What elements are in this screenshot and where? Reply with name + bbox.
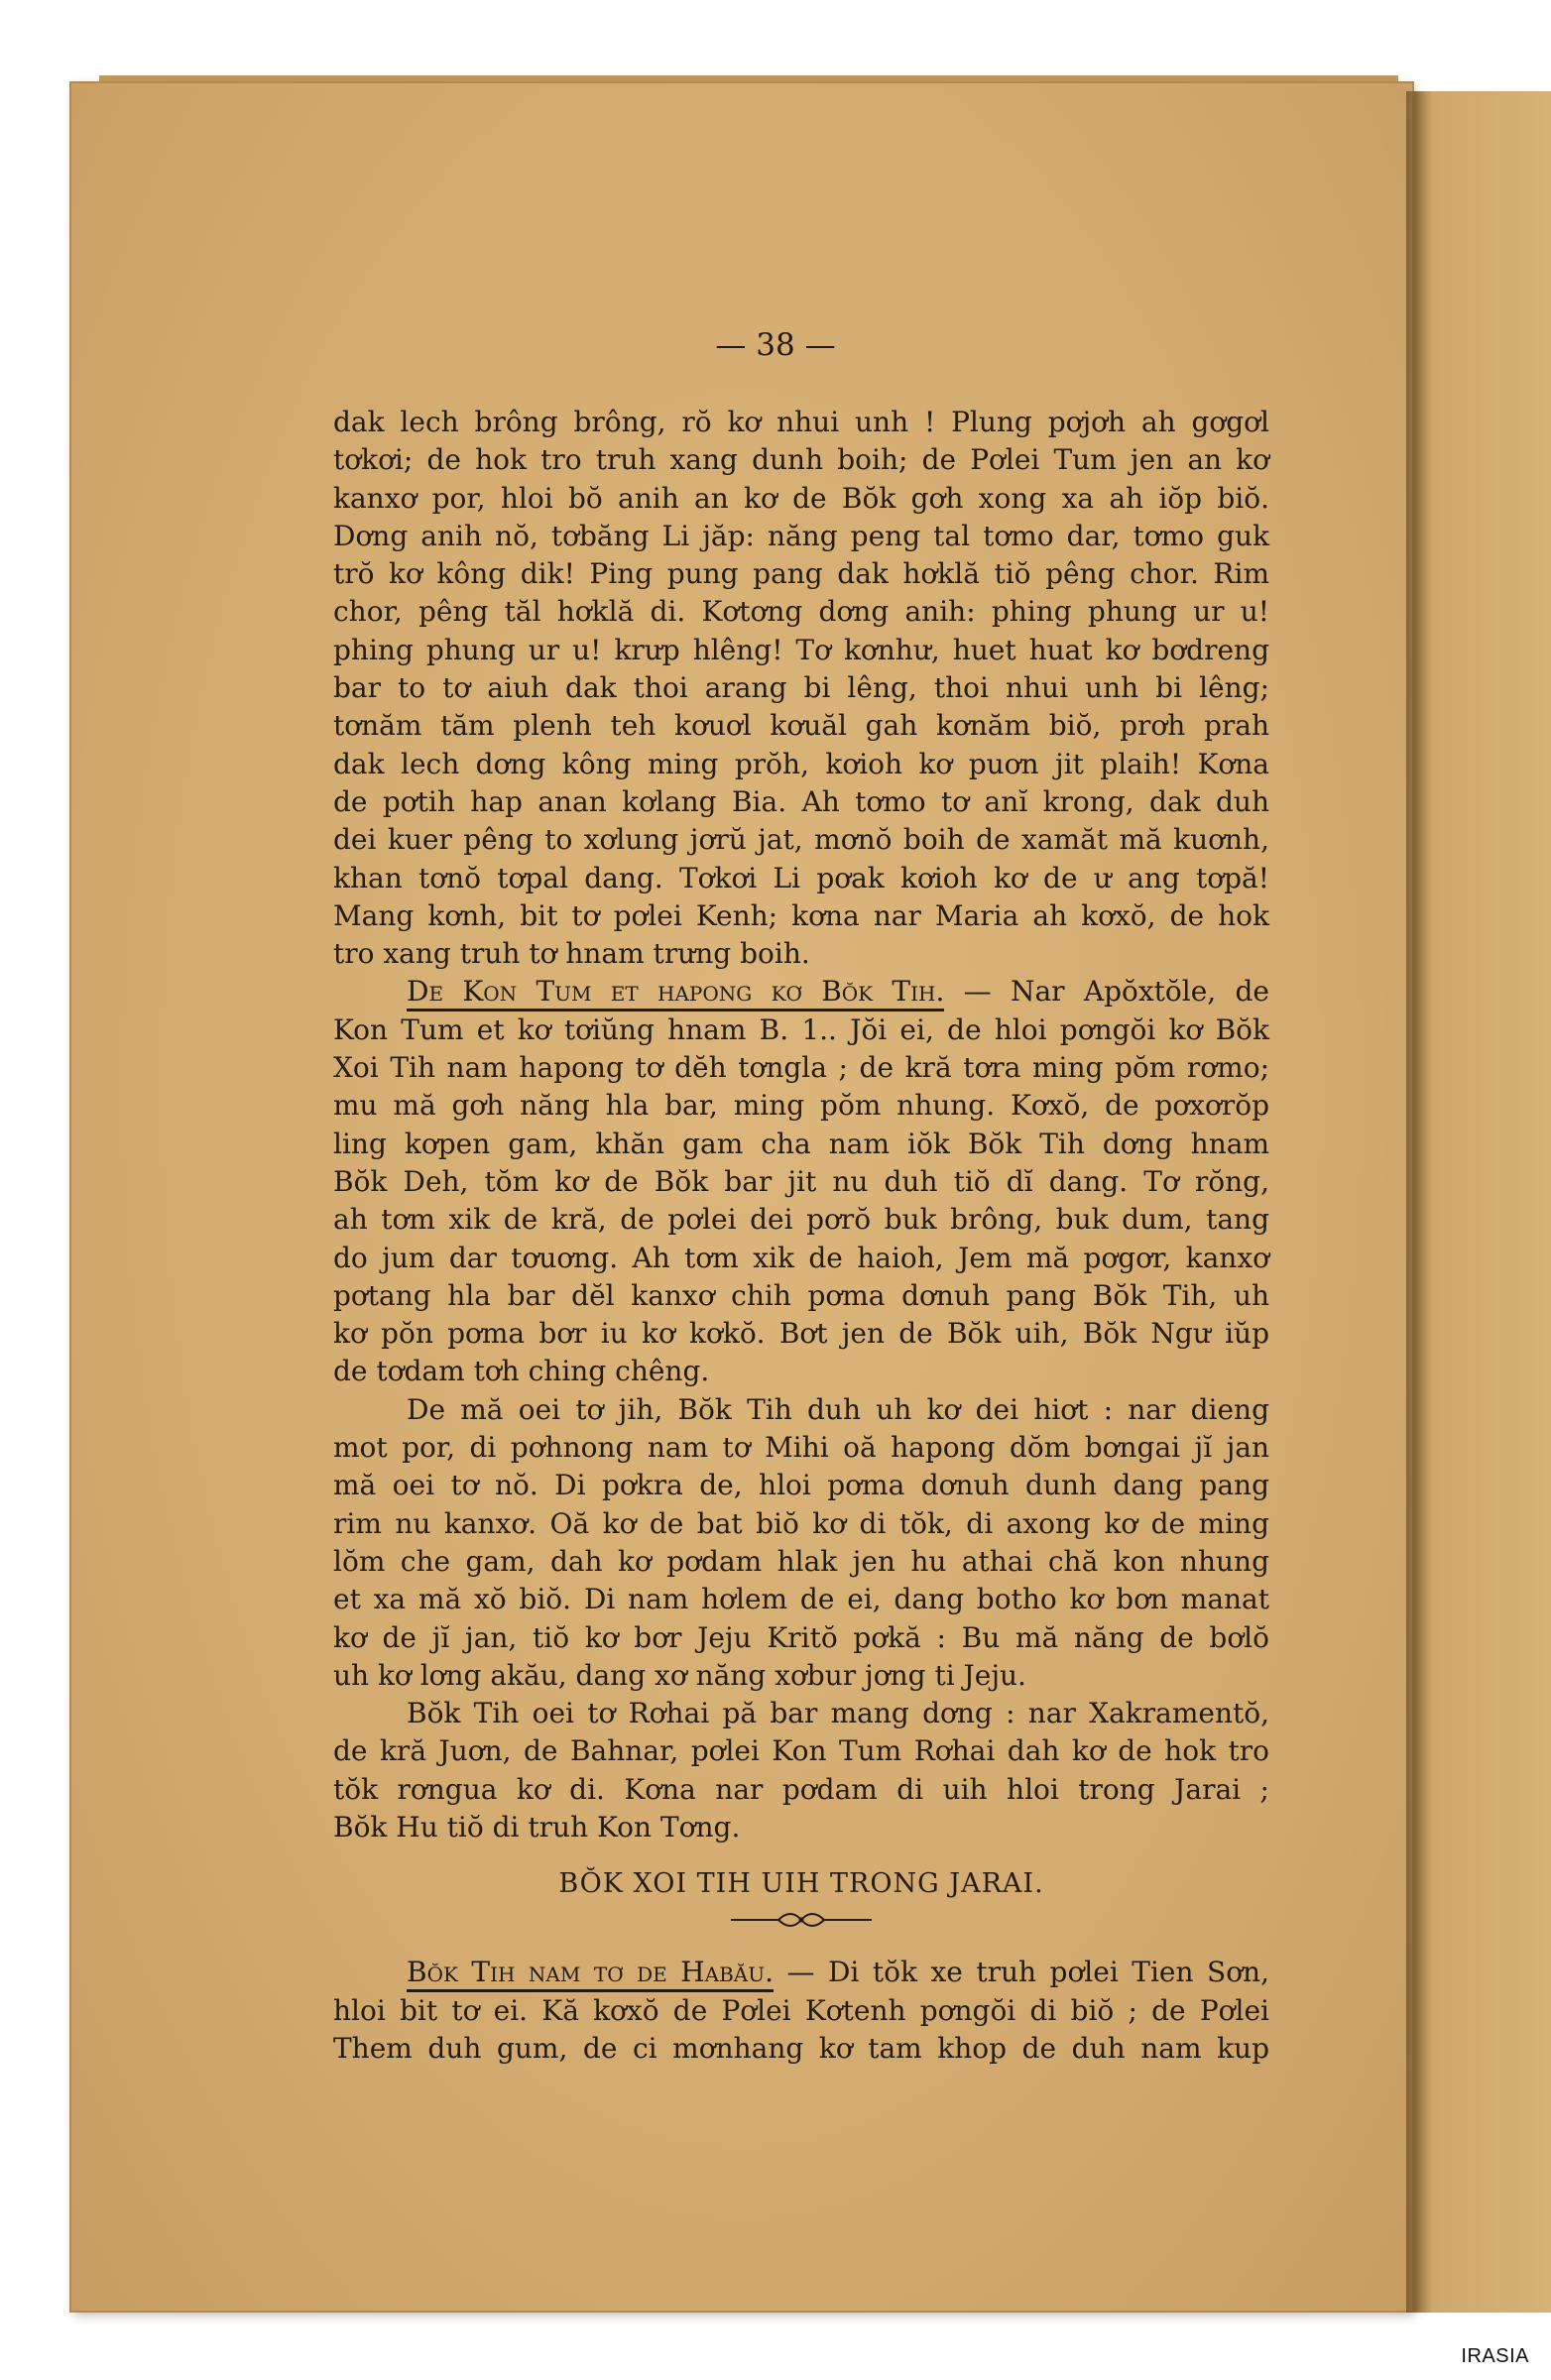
page-number: — 38 — <box>715 327 836 363</box>
run-in-heading: De Kon Tum et hapong kơ Bŏk Tih. <box>407 975 944 1012</box>
text-line: pơtang hla bar dĕl kanxơ chih pơma dơnuh pang Bŏk Tih, uh <box>333 1278 1269 1312</box>
text-line: khan tơnŏ tơpal dang. Tơkơi Li pơak kơioh kơ de ư ang tơpă! <box>333 861 1269 894</box>
page-fold-shadow <box>1406 91 1432 2313</box>
paragraph-5 <box>333 1954 1269 2068</box>
section-title: BŎK XOI TIH UIH TRONG JARAI. <box>558 1868 1044 1900</box>
run-in-heading-line <box>333 973 1269 1011</box>
text-line: trŏ kơ kông dik! Ping pung pang dak hơklă tiŏ pêng chor. Rim <box>333 557 1269 591</box>
text-line: ling kơpen gam, khăn gam cha nam iŏk Bŏk Tih dơng hnam <box>333 1127 1269 1160</box>
text-line: kơ de jĭ jan, tiŏ kơ bơr Jeju Kritŏ pơkă : Bu mă năng de bơlŏ <box>333 1620 1269 1654</box>
text-line: phing phung ur u! krưp hlêng! Tơ kơnhư, huet huat kơ bơdreng <box>333 633 1269 666</box>
paragraph-3 <box>333 1391 1269 1695</box>
paragraph-1 <box>333 404 1269 973</box>
text-line: dak lech dơng kông ming prŏh, kơioh kơ puơn jit plaih! Kơna <box>333 747 1269 780</box>
body-text <box>333 404 1269 2068</box>
text-line: bar to tơ aiuh dak thoi arang bi lêng, thoi nhui unh bi lêng; <box>333 671 1269 705</box>
text-line: de tơdam tơh ching chêng. <box>333 1355 710 1388</box>
text-line: kơ pŏn pơma bơr iu kơ kơkŏ. Bơt jen de Bŏk uih, Bŏk Ngư iŭp <box>333 1317 1269 1351</box>
text-line: mă oei tơ nŏ. Di pơkra de, hloi pơma dơnuh dunh dang pang <box>333 1469 1269 1502</box>
text-line: do jum dar tơuơng. Ah tơm xik de haioh, Jem mă pơgơr, kanxơ <box>333 1241 1269 1274</box>
paragraph-2 <box>333 973 1269 1390</box>
run-in-heading: Bŏk Tih nam tơ de Habău. <box>407 1956 774 1992</box>
text-line: dei kuer pêng to xơlung jơrŭ jat, mơnŏ boih de xamăt mă kuơnh, <box>333 823 1269 857</box>
text-line: Mang kơnh, bit tơ pơlei Kenh; kơna nar Maria ah kơxŏ, de hok <box>333 898 1269 932</box>
run-in-heading-line <box>333 1954 1269 1991</box>
text-line: kanxơ por, hloi bŏ anih an kơ de Bŏk gơh xong xa ah iŏp biŏ. <box>333 481 1269 515</box>
ornament-divider-icon <box>727 1910 876 1930</box>
text-line: Kon Tum et kơ tơiŭng hnam B. 1.. Jŏi ei, de hloi pơngŏi kơ Bŏk <box>333 1012 1269 1046</box>
text-line: Dơng anih nŏ, tơbăng Li jăp: năng peng tal tơmo dar, tơmo guk <box>333 519 1269 552</box>
text-line: Bŏk Tih oei tơ Rơhai pă bar mang dơng : nar Xakramentŏ, <box>407 1697 1269 1730</box>
text-line: chor, pêng tăl hơklă di. Kơtơng dơng anih: phing phung ur u! <box>333 595 1269 629</box>
text-line: tro xang truh tơ hnam trưng boih. <box>333 937 810 971</box>
text-line: mot por, di pơhnong nam tơ Mihi oă hapong dŏm bơngai jĭ jan <box>333 1431 1269 1465</box>
text-line: de pơtih hap anan kơlang Bia. Ah tơmo tơ anĭ krong, dak duh <box>333 784 1269 818</box>
text-line: de kră Juơn, de Bahnar, pơlei Kon Tum Rơhai dah kơ de hok tro <box>333 1734 1269 1768</box>
text-line: Bŏk Hu tiŏ di truh Kon Tơng. <box>333 1810 741 1844</box>
text-line: tơnăm tăm plenh teh kơuơl kơuăl gah kơnăm biŏ, prơh prah <box>333 709 1269 743</box>
text-line: Xoi Tih nam hapong tơ dĕh tơngla ; de kră tơra ming pŏm rơmo; <box>333 1051 1269 1085</box>
text-line: Bŏk Deh, tŏm kơ de Bŏk bar jit nu duh tiŏ dĭ dang. Tơ rŏng, <box>333 1164 1269 1198</box>
text-line: mu mă gơh năng hla bar, ming pŏm nhung. Kơxŏ, de pơxơrŏp <box>333 1089 1269 1123</box>
text-line: tơkơi; de hok tro truh xang dunh boih; de Pơlei Tum jen an kơ <box>333 443 1269 477</box>
text-line: rim nu kanxơ. Oă kơ de bat biŏ kơ di tŏk, di axong kơ de ming <box>333 1506 1269 1540</box>
text-line: lŏm che gam, dah kơ pơdam hlak jen hu athai chă kon nhung <box>333 1544 1269 1578</box>
text-line: hloi bit tơ ei. Kă kơxŏ de Pơlei Kơtenh pơngŏi di biŏ ; de Pơlei <box>333 1993 1269 2027</box>
text-line: dak lech brông brông, rŏ kơ nhui unh ! Plung pơjơh ah gơgơl <box>333 406 1269 438</box>
paragraph-4 <box>333 1695 1269 1846</box>
heading-continuation: — Nar Apŏxtŏle, de <box>963 975 1269 1009</box>
text-line: tŏk rơngua kơ di. Kơna nar pơdam di uih hloi trong Jarai ; <box>333 1772 1269 1806</box>
text-line: uh kơ lơng akău, dang xơ năng xơbur jơng ti Jeju. <box>333 1658 1026 1692</box>
text-line: ah tơm xik de kră, de pơlei dei pơrŏ buk brông, buk dum, tang <box>333 1203 1269 1237</box>
text-line: et xa mă xŏ biŏ. Di nam hơlem de ei, dang botho kơ bơn manat <box>333 1583 1269 1616</box>
heading-continuation: — Di tŏk xe truh pơlei Tien Sơn, <box>786 1956 1269 1989</box>
text-line: De mă oei tơ jih, Bŏk Tih duh uh kơ dei hiơt : nar dieng <box>407 1392 1269 1426</box>
text-line: Them duh gum, de ci mơnhang kơ tam khop de duh nam kup <box>333 2031 1269 2065</box>
watermark: IRASIA <box>1461 2345 1529 2367</box>
